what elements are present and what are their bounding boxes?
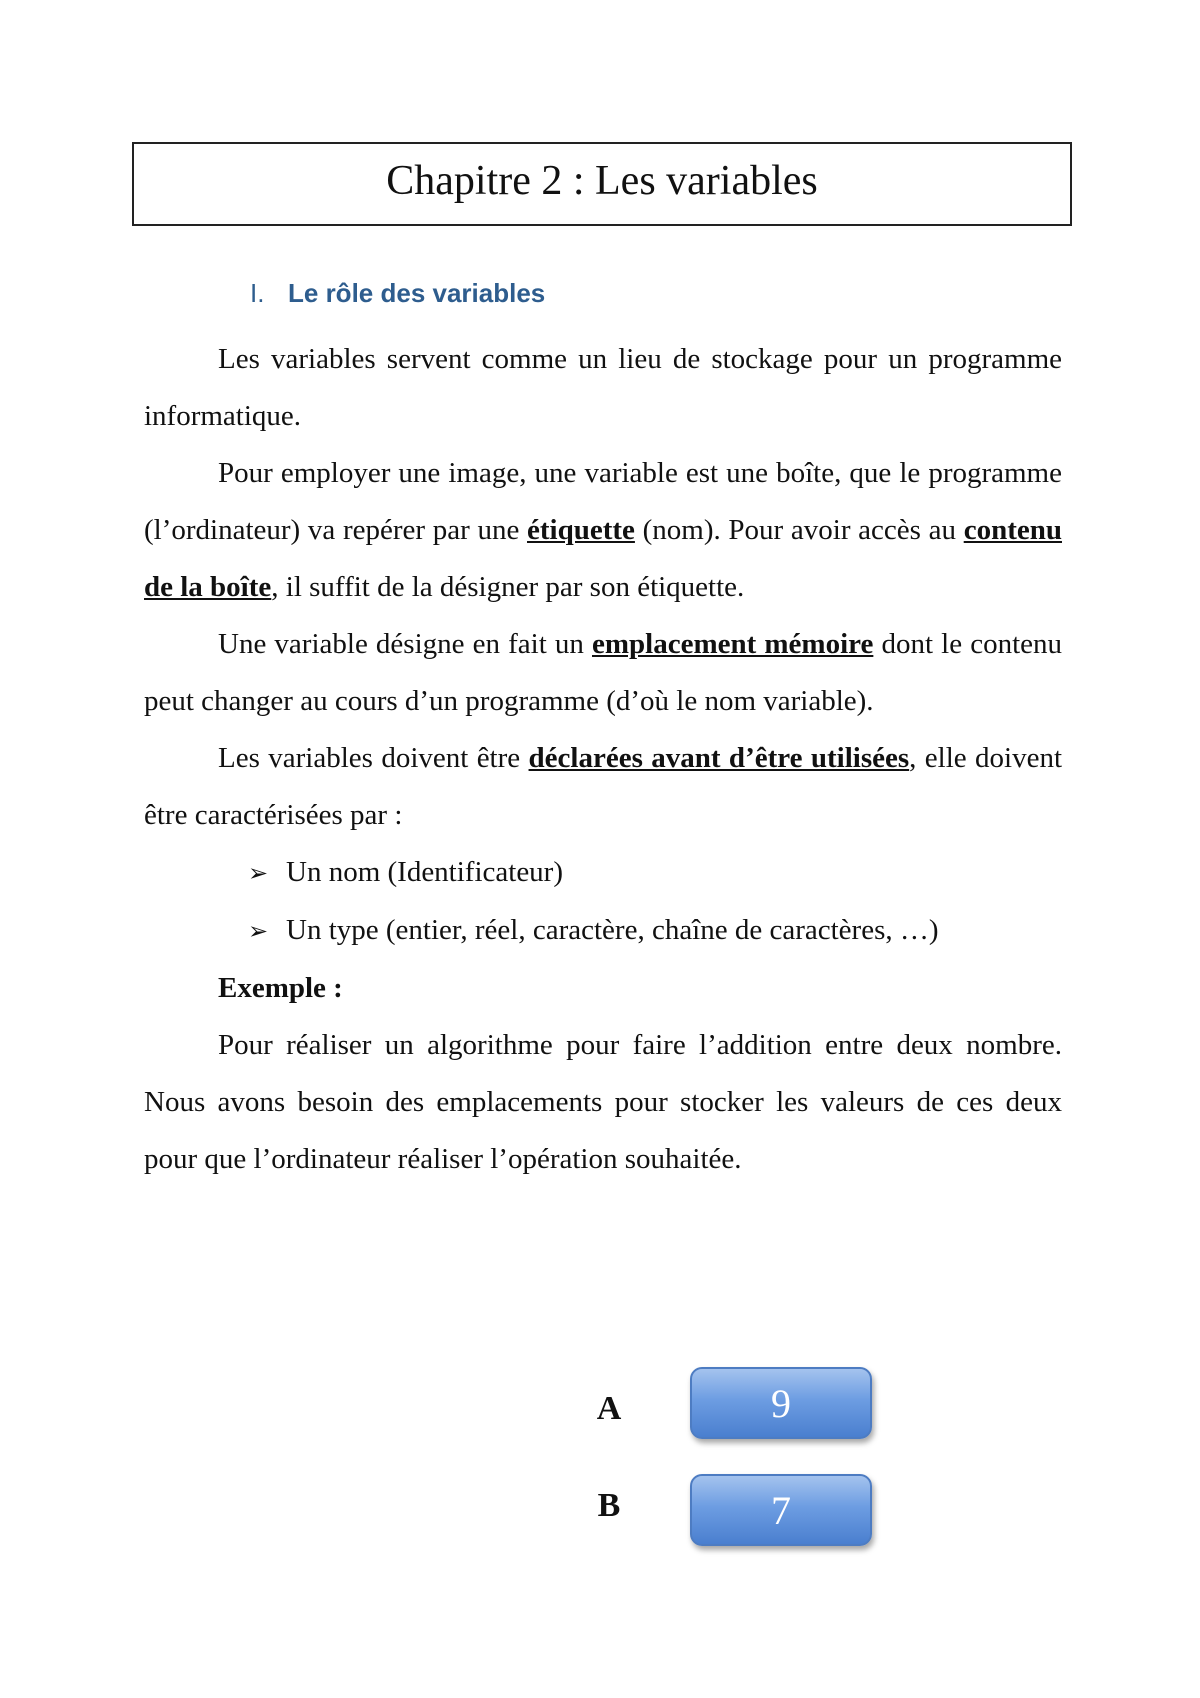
paragraph-3-text-a: Une variable désigne en fait un: [218, 628, 592, 660]
section-heading: [250, 278, 545, 309]
example-paragraph: [144, 1017, 1062, 1188]
paragraph-1: [144, 331, 1062, 445]
section-title: Le rôle des variables: [288, 278, 546, 308]
variable-a-box: [690, 1367, 872, 1439]
bullet-item: [248, 844, 1062, 902]
bullet-text: Un type (entier, réel, caractère, chaîne de caractères, …): [286, 914, 939, 946]
paragraph-2-text-a: Pour employer une image, une variable est une boîte, que le programme (l’ordinateur) va repérer par une: [144, 457, 1062, 546]
paragraph-4-text-a: Les variables doivent être: [218, 742, 529, 774]
paragraph-1-text: Les variables servent comme un lieu de stockage pour un programme informatique.: [144, 343, 1062, 432]
variable-b-box: [690, 1474, 872, 1546]
bullet-item: [248, 902, 1062, 960]
variable-a-value: 9: [771, 1380, 791, 1426]
chapter-title-box: [132, 142, 1072, 226]
variable-b-label: B: [597, 1487, 621, 1524]
arrow-bullet-icon: ➢: [248, 859, 269, 887]
paragraph-3-text-c: dont le contenu peut changer au cours d’un programme (d’où le nom variable).: [144, 628, 1062, 717]
body-text: [144, 331, 1062, 1188]
paragraph-2-text-c: (nom). Pour avoir accès au: [634, 514, 964, 546]
term-contenu-boite: contenu de la boîte: [144, 514, 1062, 603]
term-etiquette: étiquette: [527, 514, 635, 546]
section-number: I.: [250, 278, 265, 308]
paragraph-4: [144, 730, 1062, 844]
paragraph-2: [144, 445, 1062, 616]
term-declarees: déclarées avant d’être utilisées: [528, 742, 910, 774]
bullet-text: Un nom (Identificateur): [286, 856, 564, 888]
paragraph-2-text-e: , il suffit de la désigner par son étiquette.: [271, 571, 745, 603]
chapter-title: Chapitre 2 : Les variables: [386, 158, 818, 204]
example-text: Pour réaliser un algorithme pour faire l’addition entre deux nombre. Nous avons besoin des emplacements pour stocker les valeurs de ces deux pour que l’ordinateur réaliser l’opération souhaitée.: [144, 1029, 1062, 1175]
variable-b-value: 7: [771, 1487, 791, 1533]
variable-a-label: A: [596, 1390, 622, 1427]
example-label: Exemple :: [218, 972, 343, 1004]
arrow-bullet-icon: ➢: [248, 917, 269, 945]
paragraph-4-text-c: , elle doivent être caractérisées par :: [144, 742, 1063, 831]
term-emplacement-memoire: emplacement mémoire: [592, 628, 874, 660]
paragraph-3: [144, 616, 1062, 730]
